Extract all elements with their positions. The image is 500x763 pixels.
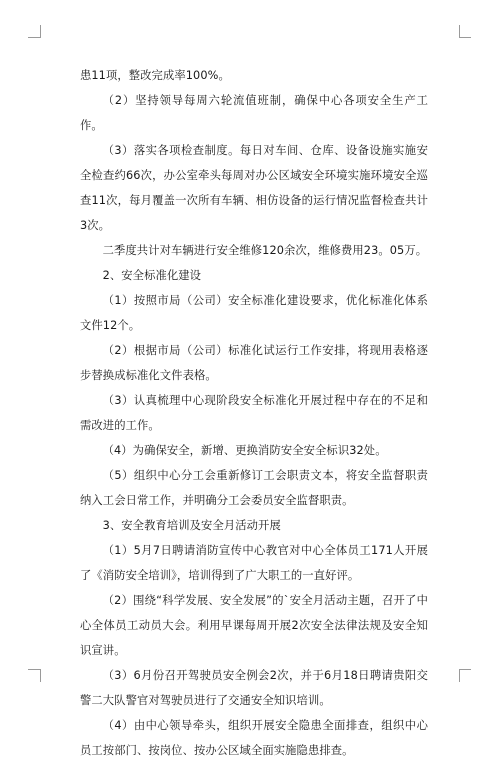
- paragraph: （2）坚持领导每周六轮流值班制，确保中心各项安全生产工作。: [80, 94, 428, 132]
- paragraph: （2）围绕“科学发展、安全发展”的`安全月活动主题，召开了中心全体员工动员大会。利用早课每周开展2次安全法律法规及安全知识宣讲。: [80, 594, 428, 657]
- crop-mark-bottom-left: [28, 669, 40, 670]
- crop-mark-top-right: [459, 37, 471, 38]
- crop-mark-bottom-left: [40, 669, 41, 682]
- paragraph: （2）根据市局（公司）标准化试运行工作安排，将现用表格逐步替换成标准化文件表格。: [80, 344, 428, 382]
- crop-mark-bottom-right: [459, 669, 460, 682]
- paragraph: （1）按照市局（公司）安全标准化建设要求，优化标准化体系文件12个。: [80, 294, 428, 332]
- paragraph: （3）落实各项检查制度。每日对车间、仓库、设备设施实施安全检查约66次，办公室牵头每周对办公区域安全环境实施环境安全巡查11次，每月覆盖一次所有车辆、相仿设备的运行情况监督检查共计3次。: [80, 144, 428, 232]
- paragraph: 患11项，整改完成率100%。: [80, 69, 230, 82]
- paragraph: （1）5月7日聘请消防宣传中心教官对中心全体员工171人开展了《消防安全培训》，培训得到了广大职工的一直好评。: [80, 544, 428, 582]
- document-body: [80, 63, 428, 763]
- paragraph: （4）由中心领导牵头，组织开展安全隐患全面排查，组织中心员工按部门、按岗位、按办公区域全面实施隐患排查。: [80, 719, 428, 757]
- section-heading: 2、安全标准化建设: [102, 269, 202, 282]
- crop-mark-top-left: [40, 25, 41, 38]
- paragraph: （3）6月份召开驾驶员安全例会2次，并于6月18日聘请贵阳交警二大队警官对驾驶员进行了交通安全知识培训。: [80, 669, 428, 707]
- crop-mark-top-right: [459, 25, 460, 38]
- crop-mark-bottom-right: [459, 669, 471, 670]
- crop-mark-top-left: [28, 37, 40, 38]
- paragraph: 二季度共计对车辆进行安全维修120余次，维修费用23。05万。: [102, 244, 428, 257]
- paragraph: （3）认真梳理中心现阶段安全标准化开展过程中存在的不足和需改进的工作。: [80, 394, 428, 432]
- section-heading: 3、安全教育培训及安全月活动开展: [102, 519, 281, 532]
- paragraph: （5）组织中心分工会重新修订工会职责文本，将安全监督职责纳入工会日常工作，并明确分工会委员安全监督职责。: [80, 469, 428, 507]
- paragraph: （4）为确保安全，新增、更换消防安全安全标识32处。: [102, 444, 387, 457]
